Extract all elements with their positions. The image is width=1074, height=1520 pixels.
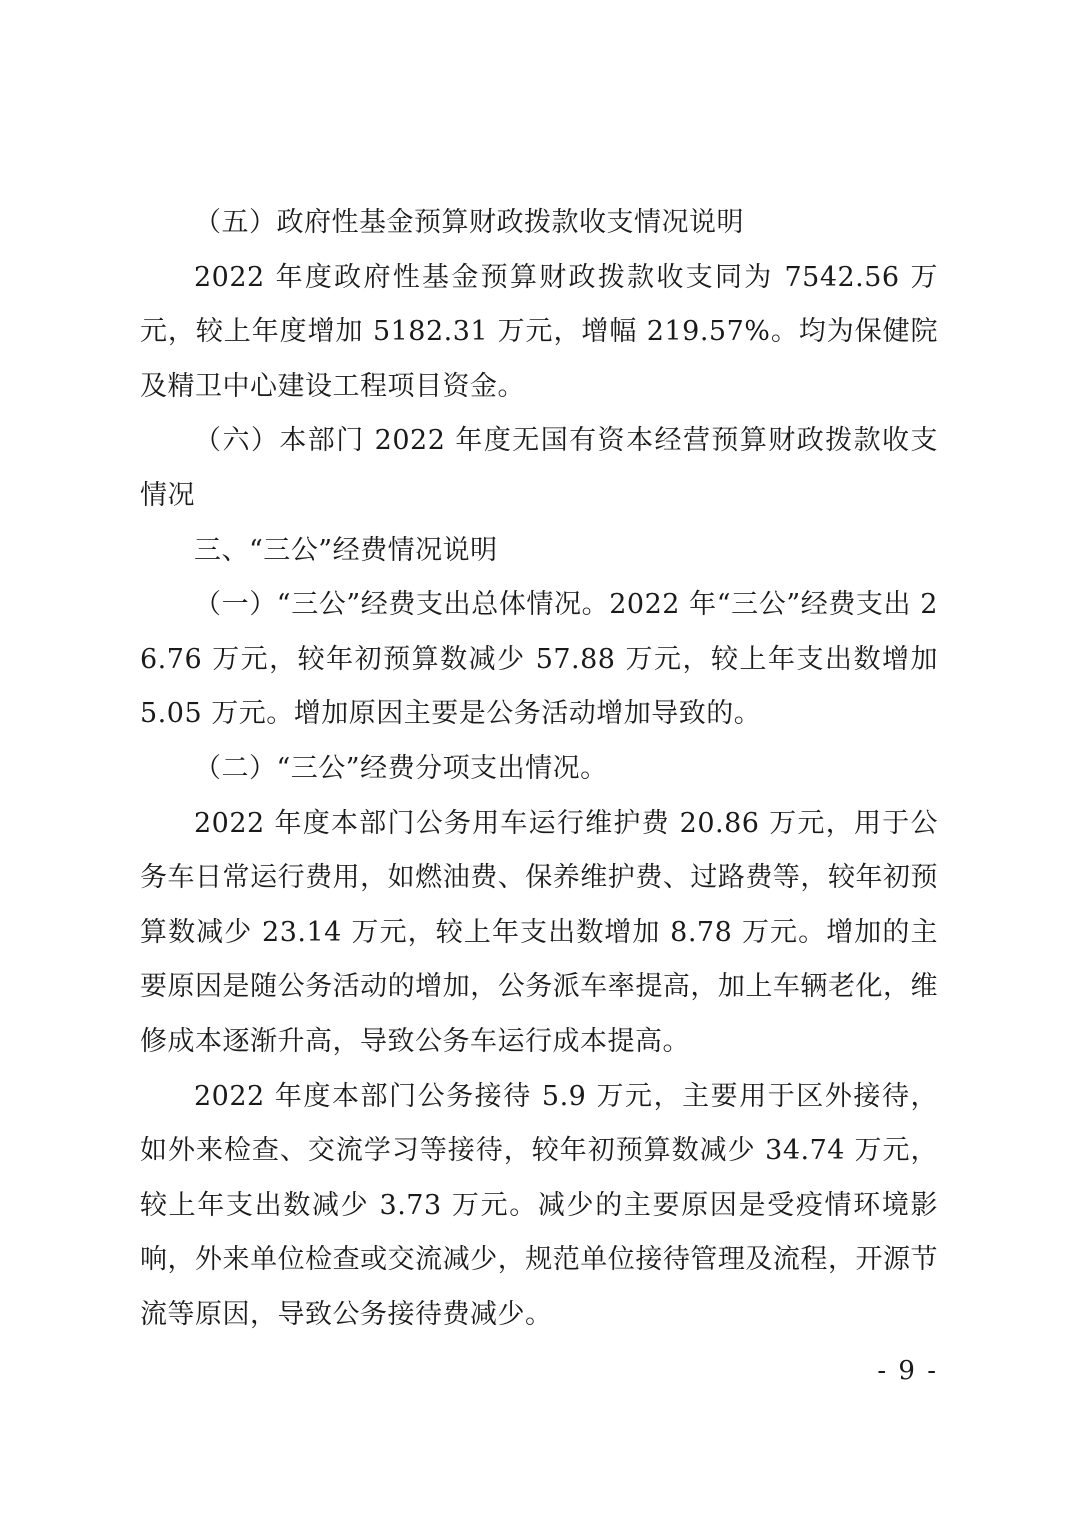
paragraph-government-fund-detail: 2022 年度政府性基金预算财政拨款收支同为 7542.56 万元，较上年度增加 5182.31 万元，增幅 219.57%。均为保健院及精卫中心建设工程项目资金。 [140, 261, 938, 402]
paragraph-three-public-overall: （一）“三公”经费支出总体情况。2022 年“三公”经费支出 26.76 万元，较年初预算数减少 57.88 万元，较上年支出数增加 5.05 万元。增加原因主要是公务活动增加导致的。 [140, 589, 938, 730]
section-heading-government-fund: （五）政府性基金预算财政拨款收支情况说明 [194, 207, 744, 238]
paragraph-reception-expense: 2022 年度本部门公务接待 5.9 万元，主要用于区外接待，如外来检查、交流学习等接待，较年初预算数减少 34.74 万元，较上年支出数减少 3.73 万元。减少的主要原因是受疫情环境影响，外来单位检查或交流减少，规范单位接待管理及流程，开源节流等原因，导致公务接待费减少。 [140, 1080, 938, 1330]
section-heading-state-capital: （六）本部门 2022 年度无国有资本经营预算财政拨款收支情况 [140, 425, 938, 511]
page-number: - 9 - [877, 1356, 938, 1386]
paragraph-vehicle-expense: 2022 年度本部门公务用车运行维护费 20.86 万元，用于公务车日常运行费用，如燃油费、保养维护费、过路费等，较年初预算数减少 23.14 万元，较上年支出数增加 8.78 万元。增加的主要原因是随公务活动的增加，公务派车率提高，加上车辆老化，维修成本逐渐升高，导致公务车运行成本提高。 [140, 807, 938, 1057]
document-body [140, 196, 938, 1342]
section-heading-three-public-items: （二）“三公”经费分项支出情况。 [194, 752, 608, 784]
section-heading-three-public: 三、“三公”经费情况说明 [194, 534, 498, 566]
